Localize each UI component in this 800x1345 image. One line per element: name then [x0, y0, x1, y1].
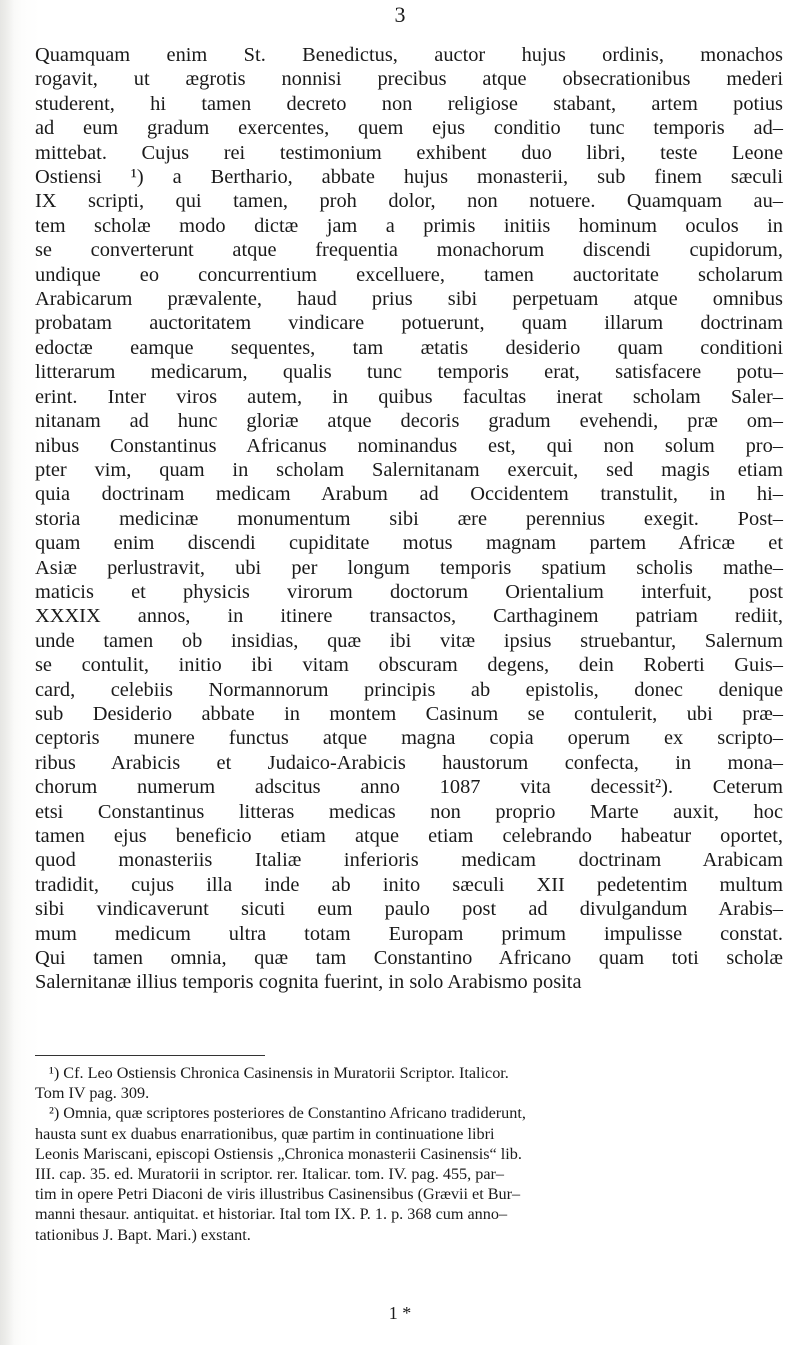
- text-line: se contulit, initio ibi vitam obscuram degens, dein Roberti Guis–: [35, 654, 783, 677]
- text-line: tradidit, cujus illa inde ab inito sæculi XII pedetentim multum: [35, 873, 783, 896]
- text-line: ad eum gradum exercentes, quem ejus conditio tunc temporis ad–: [35, 117, 783, 140]
- text-line: quod monasteriis Italiæ inferioris medicam doctrinam Arabicam: [35, 849, 783, 872]
- footnote-line: tim in opere Petri Diaconi de viris illustribus Casinensibus (Grævii et Bur–: [35, 1185, 521, 1204]
- text-line: storia medicinæ monumentum sibi ære perennius exegit. Post–: [35, 507, 783, 530]
- text-line: Qui tamen omnia, quæ tam Constantino Africano quam toti scholæ: [35, 947, 783, 970]
- text-line: mum medicum ultra totam Europam primum impulisse constat.: [35, 922, 783, 945]
- text-line: ceptoris munere functus atque magna copia operum ex scripto–: [35, 727, 783, 750]
- body-text: [35, 43, 783, 995]
- text-line: litterarum medicarum, qualis tunc temporis erat, satisfacere potu–: [35, 361, 783, 384]
- text-line: nibus Constantinus Africanus nominandus est, qui non solum pro–: [35, 434, 783, 457]
- text-line: XXXIX annos, in itinere transactos, Carthaginem patriam rediit,: [35, 605, 783, 628]
- footnote-line: Leonis Mariscani, episcopi Ostiensis „Chronica monasterii Casinensis“ lib.: [35, 1144, 522, 1163]
- text-line: quia doctrinam medicam Arabum ad Occidentem transtulit, in hi–: [35, 483, 783, 506]
- text-line: tem scholæ modo dictæ jam a primis initiis hominum oculos in: [35, 214, 783, 237]
- text-line: quam enim discendi cupiditate motus magnam partem Africæ et: [35, 532, 783, 555]
- text-line: erint. Inter viros autem, in quibus facultas inerat scholam Saler–: [35, 385, 783, 408]
- text-line: probatam auctoritatem vindicare potuerunt, quam illarum doctrinam: [35, 312, 783, 335]
- text-line: card, celebiis Normannorum principis ab epistolis, donec denique: [35, 678, 783, 701]
- text-line: se converterunt atque frequentia monachorum discendi cupidorum,: [35, 239, 783, 262]
- text-line: Arabicarum prævalente, haud prius sibi perpetuam atque omnibus: [35, 288, 783, 311]
- text-line: chorum numerum adscitus anno 1087 vita decessit²). Ceterum: [35, 776, 783, 799]
- text-line: Salernitanæ illius temporis cognita fuerint, in solo Arabismo posita: [35, 971, 582, 994]
- footnote-line: tationibus J. Bapt. Mari.) exstant.: [35, 1225, 251, 1244]
- footnote-line: Tom IV pag. 309.: [35, 1084, 150, 1103]
- footnote-rule: [35, 1055, 265, 1056]
- text-line: tamen ejus beneficio etiam atque etiam celebrando habeatur oportet,: [35, 825, 783, 847]
- footnote-line: III. cap. 35. ed. Muratorii in scriptor. rer. Italicar. tom. IV. pag. 455, par–: [35, 1165, 505, 1184]
- text-line: ribus Arabicis et Judaico-Arabicis haustorum confecta, in mona–: [35, 751, 783, 774]
- footnote-line: manni thesaur. antiquitat. et historiar. Ital tom IX. P. 1. p. 368 cum anno–: [35, 1205, 508, 1224]
- page-number: 3: [394, 2, 406, 27]
- text-line: nitanam ad hunc gloriæ atque decoris gradum evehendi, præ om–: [35, 410, 783, 433]
- text-line: studerent, hi tamen decreto non religiose stabant, artem potius: [35, 92, 783, 115]
- text-line: maticis et physicis virorum doctorum Orientalium interfuit, post: [35, 580, 783, 603]
- text-line: etsi Constantinus litteras medicas non proprio Marte auxit, hoc: [35, 800, 783, 823]
- text-line: undique eo concurrentium excelluere, tamen auctoritate scholarum: [35, 263, 783, 286]
- text-line: mittebat. Cujus rei testimonium exhibent duo libri, teste Leone: [35, 141, 783, 164]
- text-line: Ostiensi ¹) a Berthario, abbate hujus monasterii, sub finem sæculi: [35, 166, 783, 189]
- binding-shadow: [0, 0, 14, 1345]
- text-line: sibi vindicaverunt sicuti eum paulo post ad divulgandum Arabis–: [35, 898, 783, 921]
- footnotes: [35, 1063, 783, 1245]
- text-line: edoctæ eamque sequentes, tam ætatis desiderio quam conditioni: [35, 336, 783, 359]
- footnote-line: hausta sunt ex duabus enarrationibus, quæ partim in continuatione libri: [35, 1124, 495, 1143]
- text-line: pter vim, quam in scholam Salernitanam exercuit, sed magis etiam: [35, 458, 783, 481]
- text-line: unde tamen ob insidias, quæ ibi vitæ ipsius struebantur, Salernum: [35, 629, 783, 652]
- text-line: IX scripti, qui tamen, proh dolor, non notuere. Quamquam au–: [35, 190, 783, 213]
- text-line: sub Desiderio abbate in montem Casinum se contulerit, ubi præ–: [35, 702, 783, 725]
- footnote-line: ¹) Cf. Leo Ostiensis Chronica Casinensis in Muratorii Scriptor. Italicor.: [49, 1064, 509, 1082]
- text-line: rogavit, ut ægrotis nonnisi precibus atque obsecrationibus mederi: [35, 68, 783, 91]
- footnote-line: ²) Omnia, quæ scriptores posteriores de Constantino Africano tradiderunt,: [49, 1104, 526, 1123]
- text-line: Quamquam enim St. Benedictus, auctor hujus ordinis, monachos: [35, 44, 783, 66]
- signature-mark: 1 *: [388, 1303, 412, 1323]
- text-line: Asiæ perlustravit, ubi per longum temporis spatium scholis mathe–: [35, 556, 783, 579]
